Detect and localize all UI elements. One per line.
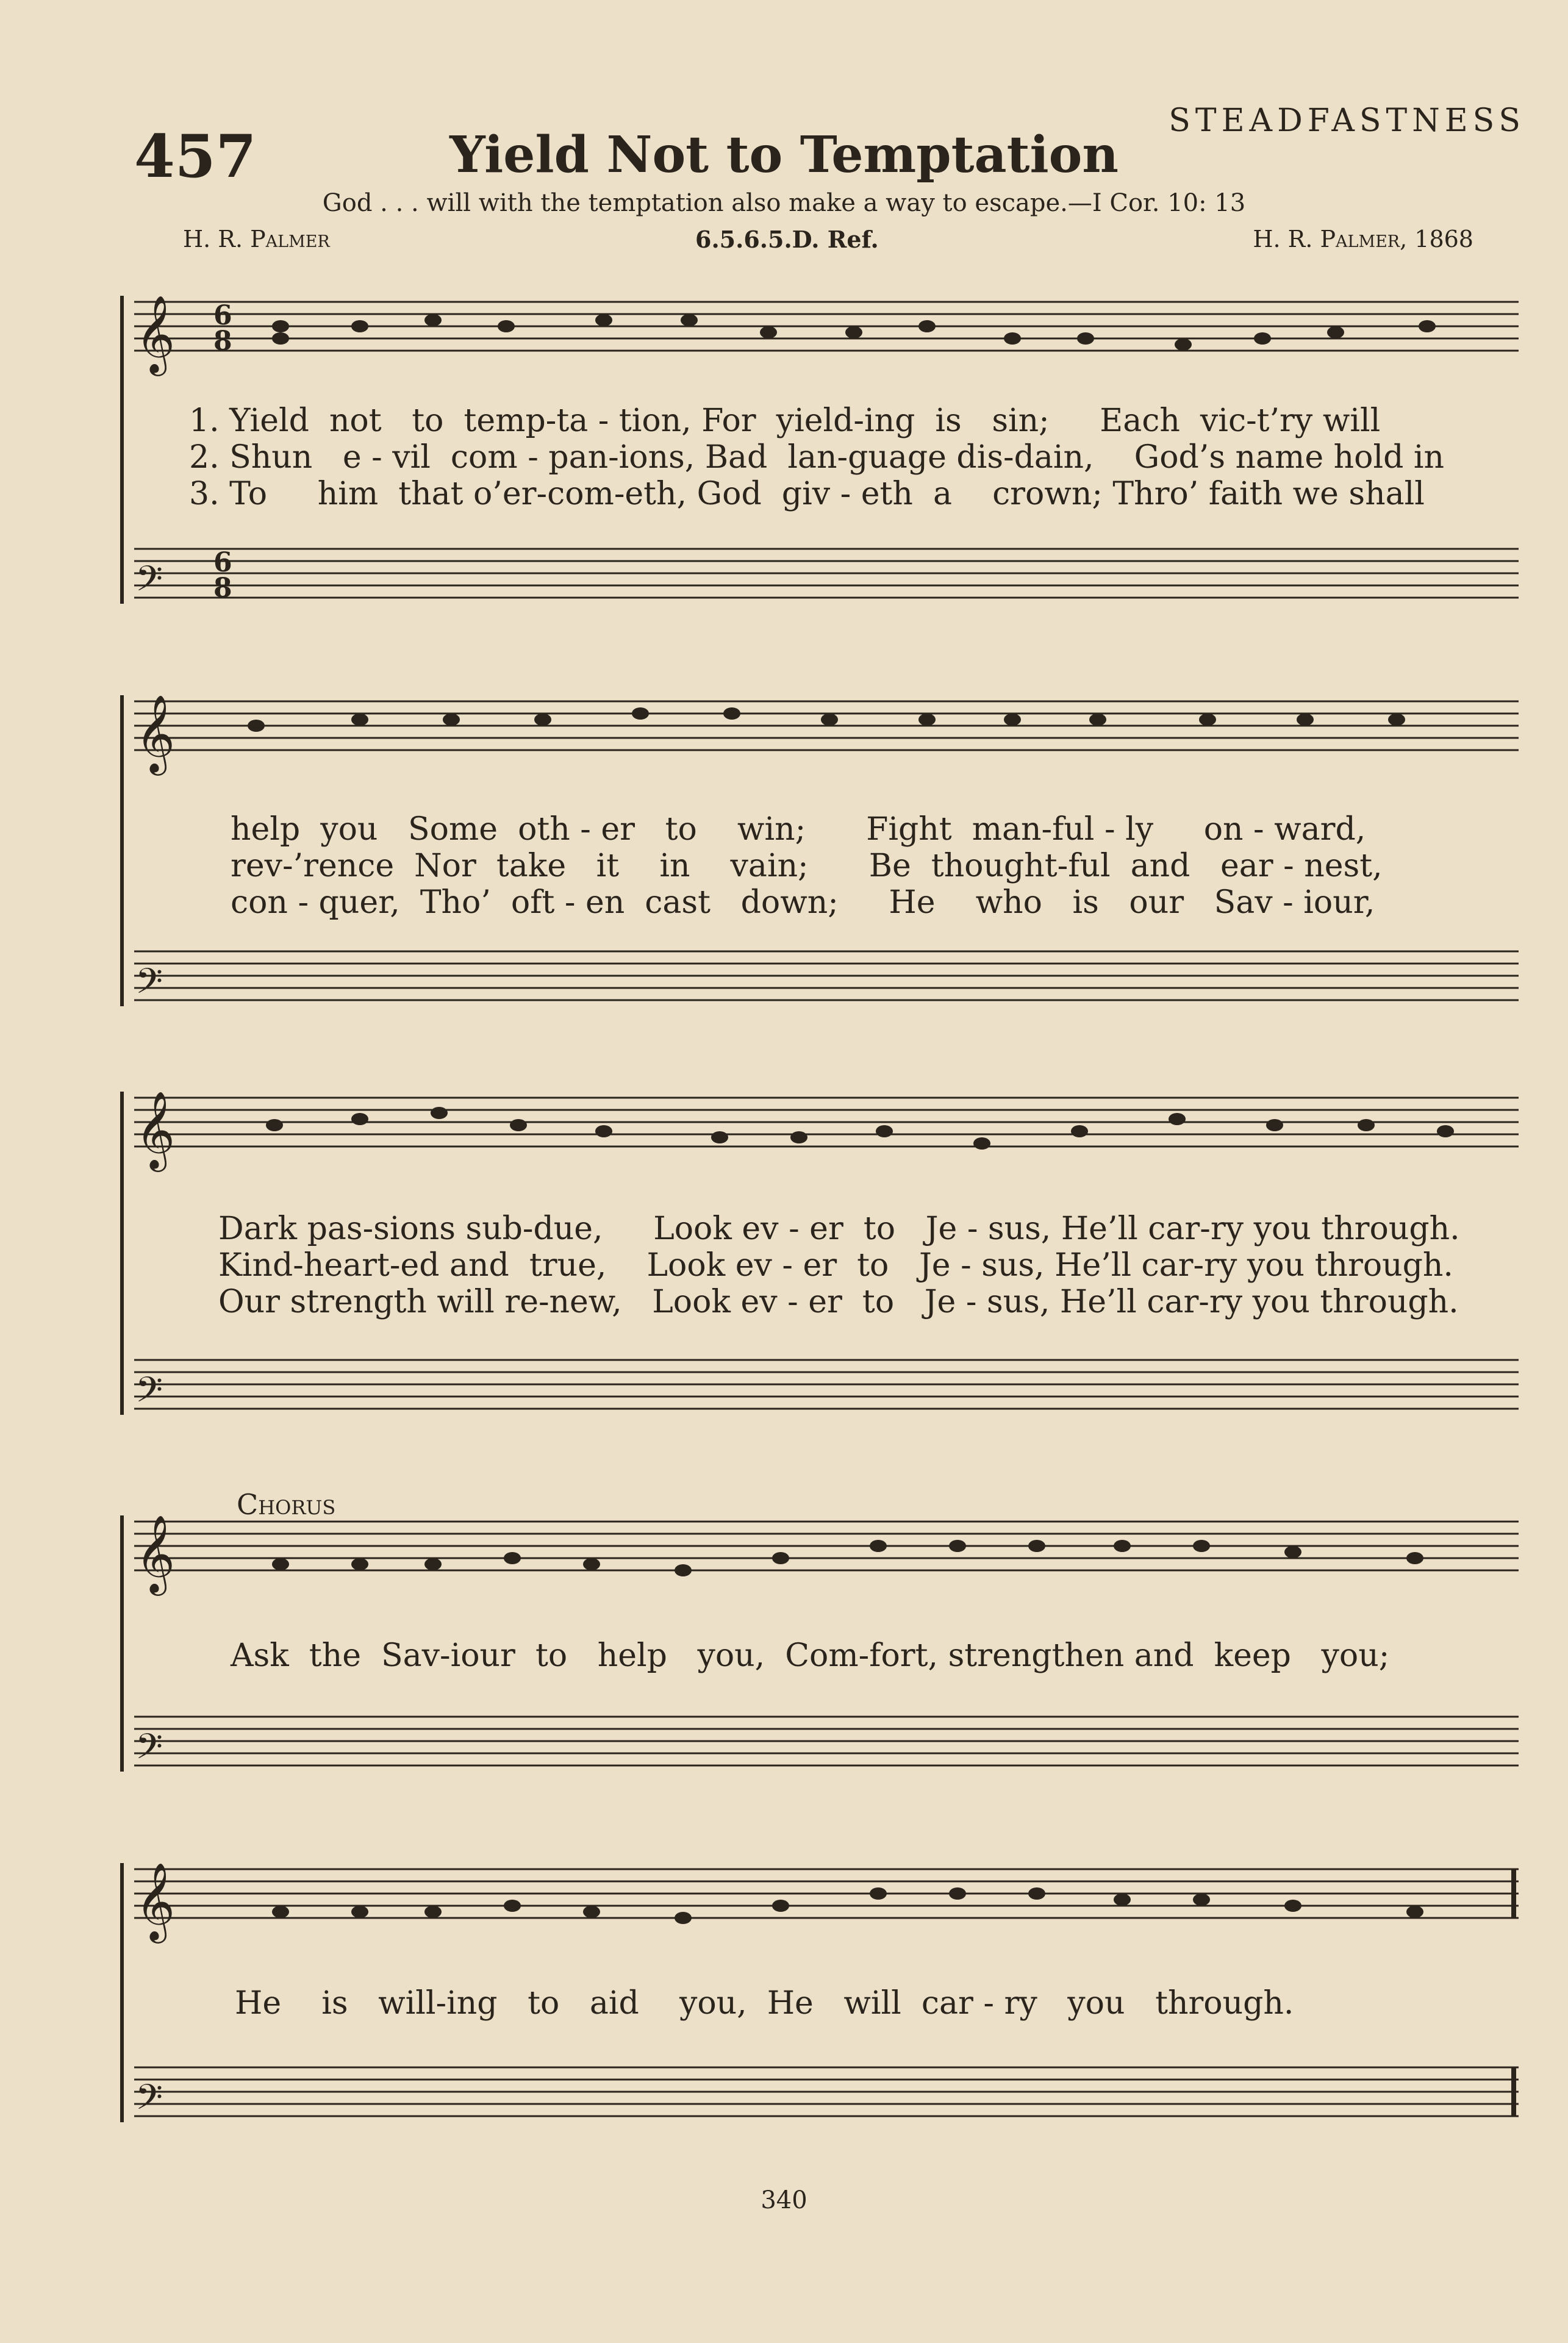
svg-text:𝄢: 𝄢 bbox=[135, 1726, 163, 1776]
meter: 6.5.6.5.D. Ref. bbox=[695, 226, 879, 253]
chorus-lyrics-1 bbox=[116, 1637, 1525, 1674]
svg-text:6: 6 bbox=[213, 547, 232, 578]
section-heading: STEADFASTNESS bbox=[1169, 102, 1525, 139]
verse-3-line-3: Our strength will re-new, Look ev - er to Je - sus, He’ll car-ry you through. bbox=[218, 1284, 1459, 1320]
svg-text:𝄞: 𝄞 bbox=[135, 1862, 176, 1940]
verse-2-line-1: 2. Shun e - vil com - pan-ions, Bad lan-guage dis-dain, God’s name hold in bbox=[189, 439, 1445, 476]
verse-1-line-1: 1. Yield not to temp-ta - tion, For yield-ing is sin; Each vic-t’ry will bbox=[189, 402, 1381, 439]
svg-text:𝄢: 𝄢 bbox=[135, 960, 163, 1011]
verse-2-line-3: Kind-heart-ed and true, Look ev - er to Je - sus, He’ll car-ry you through. bbox=[218, 1247, 1453, 1284]
svg-text:𝄞: 𝄞 bbox=[135, 694, 176, 772]
lyricist-credit: H. R. Palmer bbox=[183, 226, 330, 252]
svg-text:8: 8 bbox=[213, 573, 232, 604]
svg-text:𝄞: 𝄞 bbox=[135, 1514, 176, 1592]
chorus-label: Chorus bbox=[237, 1488, 336, 1521]
hymn-number: 457 bbox=[134, 122, 257, 191]
chorus-line-2: He is will-ing to aid you, He will car - ry you through. bbox=[235, 1985, 1294, 2022]
svg-text:6: 6 bbox=[213, 300, 232, 331]
verse-2-line-2: rev-’rence Nor take it in vain; Be thought-ful and ear - nest, bbox=[231, 848, 1383, 884]
page-number: 340 bbox=[761, 2186, 807, 2214]
verse-1-line-2: help you Some oth - er to win; Fight man-ful - ly on - ward, bbox=[231, 811, 1366, 848]
chorus-line-1: Ask the Sav-iour to help you, Com-fort, strengthen and keep you; bbox=[231, 1637, 1390, 1674]
svg-text:𝄞: 𝄞 bbox=[135, 295, 176, 373]
chorus-lyrics-2 bbox=[116, 1985, 1525, 2022]
verse-1-line-3: Dark pas-sions sub-due, Look ev - er to Je - sus, He’ll car-ry you through. bbox=[218, 1211, 1460, 1247]
verse-3-line-1: 3. To him that o’er-com-eth, God giv - eth a crown; Thro’ faith we shall bbox=[189, 476, 1425, 512]
svg-text:8: 8 bbox=[213, 326, 232, 357]
hymn-title: Yield Not to Temptation bbox=[449, 126, 1119, 184]
svg-text:𝄢: 𝄢 bbox=[135, 558, 163, 608]
system-3-lyrics bbox=[116, 1211, 1525, 1320]
composer-credit: H. R. Palmer, 1868 bbox=[1253, 226, 1473, 252]
system-1-lyrics bbox=[116, 402, 1525, 512]
svg-text:𝄢: 𝄢 bbox=[135, 2077, 163, 2127]
verse-3-line-2: con - quer, Tho’ oft - en cast down; He who is our Sav - iour, bbox=[231, 884, 1375, 921]
noteheads bbox=[248, 314, 1454, 1924]
scripture-reference: God . . . will with the temptation also make a way to escape.—I Cor. 10: 13 bbox=[322, 189, 1246, 217]
system-2-lyrics bbox=[116, 811, 1525, 921]
svg-text:𝄞: 𝄞 bbox=[135, 1090, 176, 1168]
svg-text:𝄢: 𝄢 bbox=[135, 1369, 163, 1419]
